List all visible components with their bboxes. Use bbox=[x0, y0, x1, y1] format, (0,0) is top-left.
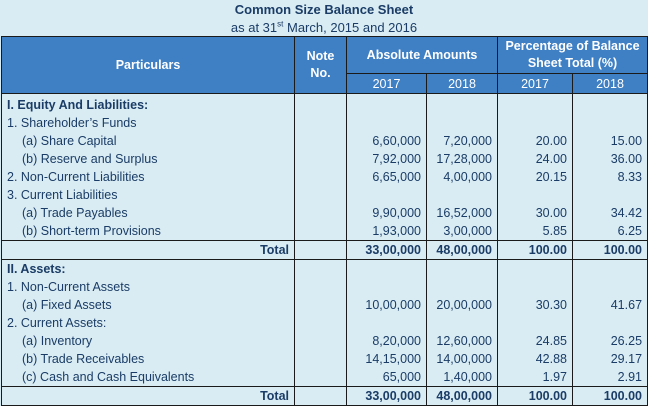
row-label: (b) Trade Receivables bbox=[2, 350, 295, 368]
percent-2017-cell: 5.85 bbox=[498, 222, 573, 241]
percent-2017-cell: 30.00 bbox=[498, 204, 573, 222]
row-label: 1. Shareholder’s Funds bbox=[2, 114, 295, 132]
amount-2017-cell: 33,00,000 bbox=[347, 387, 427, 406]
amount-2018-cell: 7,20,000 bbox=[427, 132, 498, 150]
percent-2018-cell: 15.00 bbox=[573, 132, 648, 150]
percent-2017-cell: 24.85 bbox=[498, 332, 573, 350]
total-row bbox=[2, 241, 648, 260]
amount-2018-cell: 14,00,000 bbox=[427, 350, 498, 368]
percent-2017-cell bbox=[498, 94, 573, 115]
percent-2017-cell: 1.97 bbox=[498, 368, 573, 387]
note-cell bbox=[295, 260, 347, 279]
percent-2018-cell: 2.91 bbox=[573, 368, 648, 387]
header-percentage: Percentage of Balance Sheet Total (%) bbox=[498, 37, 648, 74]
percent-2017-cell bbox=[498, 260, 573, 279]
sheet-subtitle bbox=[0, 19, 648, 36]
subtitle-prefix: as at 31 bbox=[230, 20, 278, 35]
amount-2018-cell: 1,40,000 bbox=[427, 368, 498, 387]
percent-2017-cell: 100.00 bbox=[498, 387, 573, 406]
table-row bbox=[2, 132, 648, 150]
header-year-abs-2017: 2017 bbox=[347, 74, 427, 94]
table-row bbox=[2, 168, 648, 186]
note-cell bbox=[295, 168, 347, 186]
amount-2017-cell: 65,000 bbox=[347, 368, 427, 387]
note-cell bbox=[295, 150, 347, 168]
note-cell bbox=[295, 296, 347, 314]
table-body bbox=[2, 94, 648, 406]
percent-2017-cell bbox=[498, 314, 573, 332]
percent-2017-cell bbox=[498, 114, 573, 132]
row-label: Total bbox=[2, 241, 295, 260]
table-row bbox=[2, 368, 648, 387]
percent-2018-cell bbox=[573, 260, 648, 279]
amount-2017-cell bbox=[347, 314, 427, 332]
table-row bbox=[2, 332, 648, 350]
table-row bbox=[2, 94, 648, 115]
amount-2018-cell: 20,00,000 bbox=[427, 296, 498, 314]
amount-2018-cell bbox=[427, 314, 498, 332]
percent-2018-cell: 100.00 bbox=[573, 241, 648, 260]
header-year-pct-2017: 2017 bbox=[498, 74, 573, 94]
amount-2018-cell bbox=[427, 114, 498, 132]
percent-2017-cell: 20.00 bbox=[498, 132, 573, 150]
row-label: (a) Share Capital bbox=[2, 132, 295, 150]
note-cell bbox=[295, 387, 347, 406]
total-row bbox=[2, 387, 648, 406]
percent-2018-cell bbox=[573, 314, 648, 332]
amount-2018-cell: 12,60,000 bbox=[427, 332, 498, 350]
table-row bbox=[2, 350, 648, 368]
row-label: 3. Current Liabilities bbox=[2, 186, 295, 204]
amount-2017-cell bbox=[347, 94, 427, 115]
percent-2017-cell: 24.00 bbox=[498, 150, 573, 168]
amount-2018-cell bbox=[427, 278, 498, 296]
percent-2017-cell bbox=[498, 278, 573, 296]
note-cell bbox=[295, 222, 347, 241]
table-row bbox=[2, 296, 648, 314]
amount-2017-cell bbox=[347, 260, 427, 279]
amount-2017-cell: 9,90,000 bbox=[347, 204, 427, 222]
amount-2018-cell: 17,28,000 bbox=[427, 150, 498, 168]
table-row bbox=[2, 278, 648, 296]
table-row bbox=[2, 186, 648, 204]
amount-2017-cell bbox=[347, 186, 427, 204]
percent-2018-cell: 34.42 bbox=[573, 204, 648, 222]
note-cell bbox=[295, 241, 347, 260]
amount-2017-cell: 1,93,000 bbox=[347, 222, 427, 241]
percent-2017-cell: 20.15 bbox=[498, 168, 573, 186]
note-cell bbox=[295, 368, 347, 387]
row-label: (b) Reserve and Surplus bbox=[2, 150, 295, 168]
table-row bbox=[2, 204, 648, 222]
row-label: (a) Trade Payables bbox=[2, 204, 295, 222]
amount-2017-cell: 33,00,000 bbox=[347, 241, 427, 260]
row-label: 2. Non-Current Liabilities bbox=[2, 168, 295, 186]
percent-2018-cell: 29.17 bbox=[573, 350, 648, 368]
percent-2017-cell: 42.88 bbox=[498, 350, 573, 368]
subtitle-superscript: st bbox=[277, 19, 284, 29]
amount-2018-cell: 48,00,000 bbox=[427, 241, 498, 260]
percent-2017-cell bbox=[498, 186, 573, 204]
table-row bbox=[2, 260, 648, 279]
percent-2018-cell: 26.25 bbox=[573, 332, 648, 350]
subtitle-suffix: March, 2015 and 2016 bbox=[283, 20, 418, 35]
row-label: (c) Cash and Cash Equivalents bbox=[2, 368, 295, 387]
table-row bbox=[2, 222, 648, 241]
percent-2017-cell: 30.30 bbox=[498, 296, 573, 314]
amount-2017-cell: 7,92,000 bbox=[347, 150, 427, 168]
amount-2018-cell bbox=[427, 186, 498, 204]
note-cell bbox=[295, 132, 347, 150]
row-label: (a) Fixed Assets bbox=[2, 296, 295, 314]
header-year-pct-2018: 2018 bbox=[573, 74, 648, 94]
percent-2018-cell bbox=[573, 94, 648, 115]
sheet-title: Common Size Balance Sheet bbox=[234, 2, 414, 17]
percent-2018-cell: 8.33 bbox=[573, 168, 648, 186]
note-cell bbox=[295, 94, 347, 115]
table-row bbox=[2, 150, 648, 168]
header-year-abs-2018: 2018 bbox=[427, 74, 498, 94]
amount-2017-cell: 6,65,000 bbox=[347, 168, 427, 186]
table-row bbox=[2, 114, 648, 132]
percent-2018-cell: 36.00 bbox=[573, 150, 648, 168]
percent-2018-cell: 41.67 bbox=[573, 296, 648, 314]
amount-2018-cell: 48,00,000 bbox=[427, 387, 498, 406]
amount-2017-cell: 8,20,000 bbox=[347, 332, 427, 350]
note-cell bbox=[295, 186, 347, 204]
row-label: 2. Current Assets: bbox=[2, 314, 295, 332]
amount-2018-cell: 16,52,000 bbox=[427, 204, 498, 222]
note-cell bbox=[295, 332, 347, 350]
amount-2017-cell: 10,00,000 bbox=[347, 296, 427, 314]
balance-sheet-table bbox=[1, 36, 648, 406]
amount-2018-cell bbox=[427, 94, 498, 115]
row-label: (b) Short-term Provisions bbox=[2, 222, 295, 241]
note-cell bbox=[295, 204, 347, 222]
amount-2018-cell bbox=[427, 260, 498, 279]
percent-2018-cell bbox=[573, 186, 648, 204]
note-cell bbox=[295, 350, 347, 368]
amount-2017-cell bbox=[347, 278, 427, 296]
amount-2018-cell: 4,00,000 bbox=[427, 168, 498, 186]
row-label: Total bbox=[2, 387, 295, 406]
percent-2018-cell: 6.25 bbox=[573, 222, 648, 241]
note-cell bbox=[295, 114, 347, 132]
header-particulars: Particulars bbox=[2, 37, 295, 94]
percent-2018-cell bbox=[573, 114, 648, 132]
row-label: II. Assets: bbox=[2, 260, 295, 279]
header-absolute-amounts: Absolute Amounts bbox=[347, 37, 498, 74]
header-note-no: Note No. bbox=[295, 37, 347, 94]
percent-2017-cell: 100.00 bbox=[498, 241, 573, 260]
note-cell bbox=[295, 314, 347, 332]
percent-2018-cell: 100.00 bbox=[573, 387, 648, 406]
percent-2018-cell bbox=[573, 278, 648, 296]
amount-2017-cell: 14,15,000 bbox=[347, 350, 427, 368]
row-label: I. Equity And Liabilities: bbox=[2, 94, 295, 115]
row-label: 1. Non-Current Assets bbox=[2, 278, 295, 296]
row-label: (a) Inventory bbox=[2, 332, 295, 350]
amount-2017-cell bbox=[347, 114, 427, 132]
note-cell bbox=[295, 278, 347, 296]
amount-2018-cell: 3,00,000 bbox=[427, 222, 498, 241]
table-row bbox=[2, 314, 648, 332]
amount-2017-cell: 6,60,000 bbox=[347, 132, 427, 150]
